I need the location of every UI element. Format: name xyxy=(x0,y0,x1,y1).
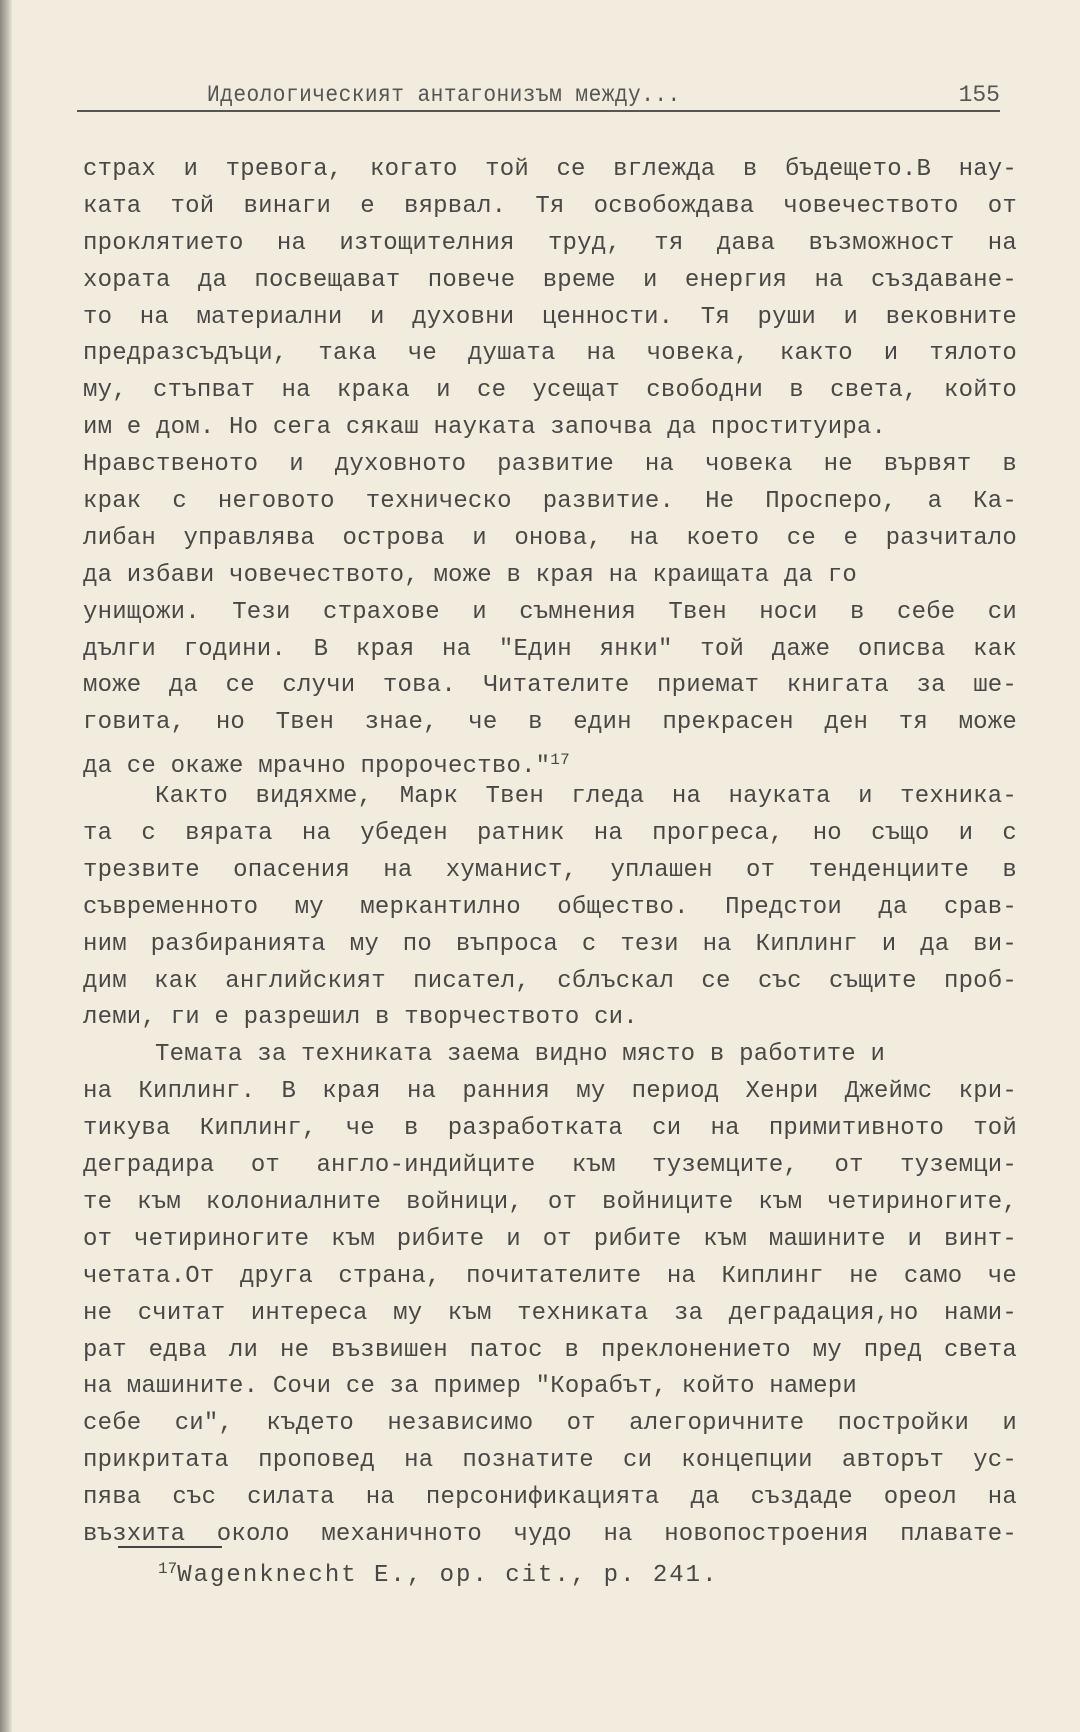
text-line: на машините. Сочи се за пример "Корабът, който намери xyxy=(83,1373,857,1401)
text-line: четата.От друга страна, почитателите на Киплинг не само че xyxy=(83,1262,1017,1290)
footnote-number: 17 xyxy=(158,1560,178,1578)
text-line: може да се случи това. Читателите приемат книгата за ше- xyxy=(83,672,1017,700)
page-number: 155 xyxy=(958,82,1000,108)
text-line: Нравственото и духовното развитие на човека не вървят в xyxy=(83,451,1017,479)
text-line: проклятието на изтощителния труд, тя дава възможност на xyxy=(83,229,1017,257)
text-line: дим как английският писател, сблъскал се със същите проб- xyxy=(83,967,1017,995)
text-line: тикува Киплинг, че в разработката си на примитивното той xyxy=(83,1115,1017,1143)
text-line: на Киплинг. В края на ранния му период Хенри Джеймс кри- xyxy=(83,1078,1017,1106)
text-line: то на материални и духовни ценности. Тя руши и вековните xyxy=(83,303,1017,331)
text-line: от четириногите към рибите и от рибите към машините и винт- xyxy=(83,1225,1017,1253)
text-line: себе си", където независимо от алегоричните постройки и xyxy=(83,1410,1017,1438)
footnote-text: Wagenknecht E., op. cit., p. 241. xyxy=(177,1562,719,1589)
text-line: унищожи. Тези страхове и съмнения Твен носи в себе си xyxy=(83,598,1017,626)
text-line: та с вярата на убеден ратник на прогреса, но също и с xyxy=(83,820,1017,848)
text-line: трезвите опасения на хуманист, уплашен от тенденциите в xyxy=(83,856,1017,884)
text-line: те към колониалните войници, от войниците към четириногите, xyxy=(83,1188,1017,1216)
text-line: предразсъдъци, така че душата на човека, както и тялото xyxy=(83,340,1017,368)
text-line: възхита около механичното чудо на новопостроения плавате- xyxy=(83,1520,1017,1548)
text-line: не считат интереса му към техниката за деградация,но нами- xyxy=(83,1299,1017,1327)
running-title: Идеологическият антагонизъм между... xyxy=(207,82,681,108)
footnote-divider xyxy=(118,1546,222,1548)
text-line: говита, но Твен знае, че в един прекрасен ден тя може xyxy=(83,709,1017,737)
text-line: ката той винаги е вярвал. Тя освобождава човечеството от xyxy=(83,192,1017,220)
text-line: крак с неговото техническо развитие. Не Просперо, а Ка- xyxy=(83,488,1017,516)
text-line: Темата за техниката заема видно място в работите и xyxy=(155,1041,886,1069)
text-line: ним разбиранията му по въпроса с тези на Киплинг и да ви- xyxy=(83,930,1017,958)
text-line: хората да посвещават повече време и енергия на създаване- xyxy=(83,266,1017,294)
text-line: Както видяхме, Марк Твен гледа на науката и техника- xyxy=(155,783,1017,811)
text-line: рат едва ли не възвишен патос в преклонението му пред света xyxy=(83,1336,1017,1364)
text-line: страх и тревога, когато той се вглежда в бъдещето.В нау- xyxy=(83,156,1017,183)
text-line: съвременното му меркантилно общество. Предстои да срав- xyxy=(83,893,1017,921)
body-text xyxy=(83,152,1017,1554)
text-line: му, стъпват на крака и се усещат свободни в света, който xyxy=(83,377,1017,405)
page-binding-edge xyxy=(0,0,12,1732)
text-line: леми, ги е разрешил в творчеството си. xyxy=(83,1004,638,1032)
footnote-reference: 17 xyxy=(550,751,570,770)
text-line: деградира от англо-индийците към туземците, от туземци- xyxy=(83,1152,1017,1180)
text-line xyxy=(83,742,1017,779)
text-line: пява със силата на персонификацията да създаде ореол на xyxy=(83,1484,1017,1512)
text-line: да избави човечеството, може в края на краищата да го xyxy=(83,561,857,589)
text-line: им е дом. Но сега сякаш науката започва да проституира. xyxy=(83,414,887,442)
footnote xyxy=(158,1560,718,1589)
running-header xyxy=(77,82,1000,112)
text-line: либан управлява острова и онова, на което се е разчитало xyxy=(83,524,1017,552)
line-text: да се окаже мрачно пророчество." xyxy=(83,753,551,781)
text-line: прикритата проповед на познатите си концепции авторът ус- xyxy=(83,1447,1017,1475)
text-line: дълги години. В края на "Един янки" той даже описва как xyxy=(83,635,1017,663)
